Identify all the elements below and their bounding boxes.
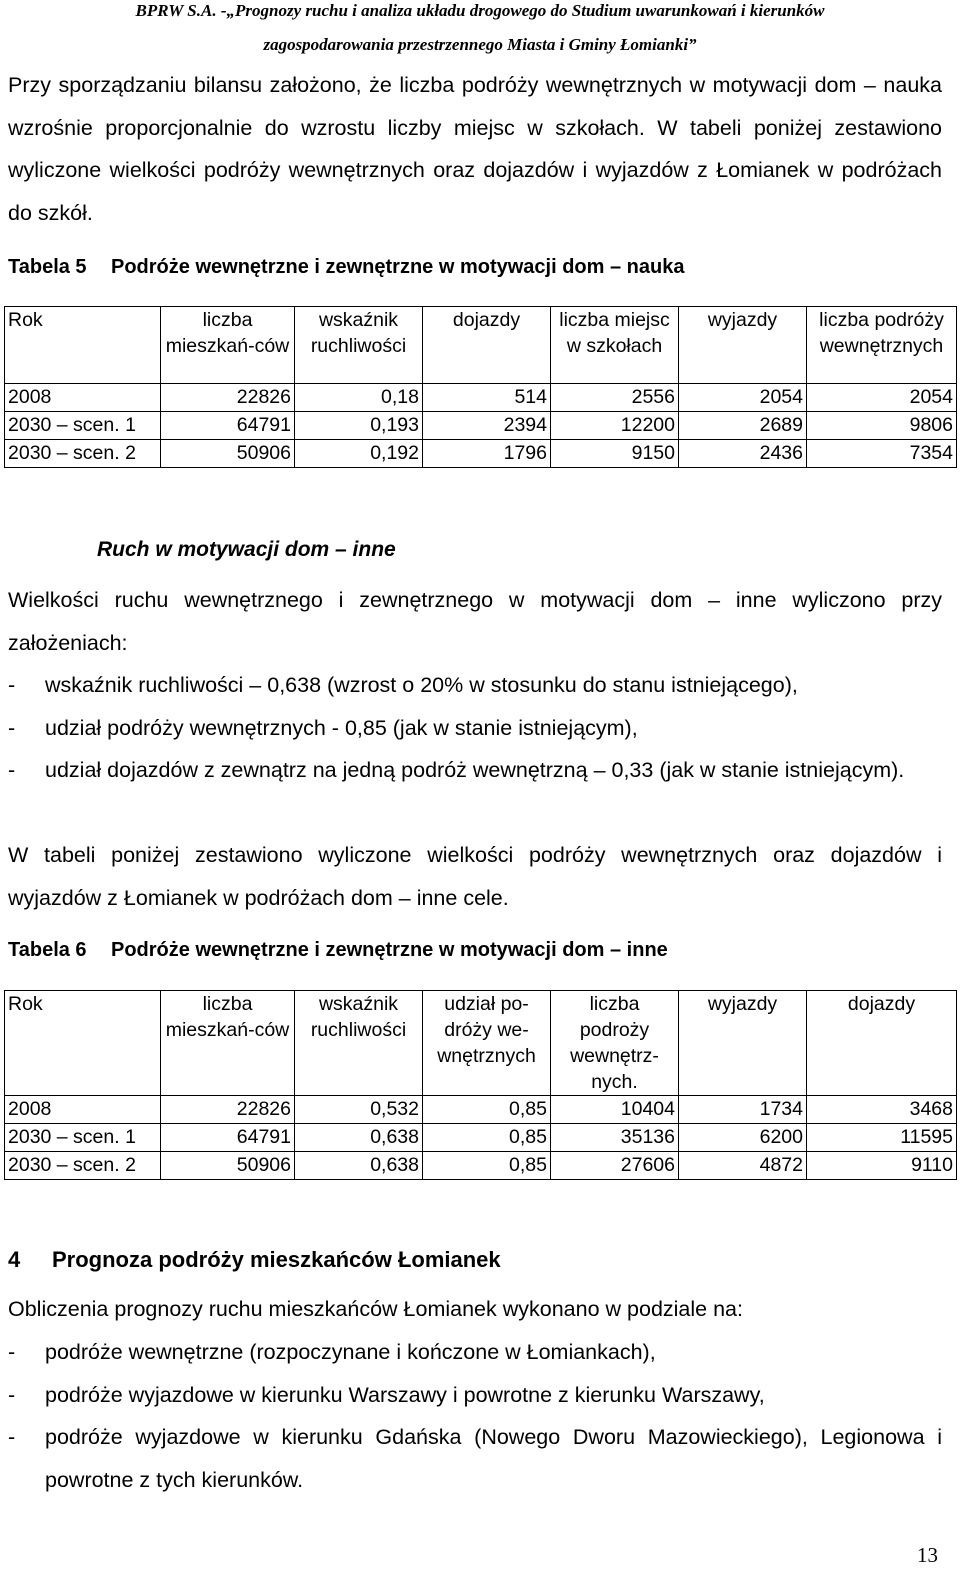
table-cell: 7354 (807, 440, 957, 468)
list-item-text: podróże wyjazdowe w kierunku Gdańska (Nowego Dworu Mazowieckiego), Legionowa i powrotne z tych kierunków. (45, 1425, 942, 1492)
list-item-text: udział podróży wewnętrznych - 0,85 (jak w stanie istniejącym), (45, 715, 638, 740)
table-cell: 0,192 (295, 440, 423, 468)
col-header: liczba podróży wewnętrznych (807, 307, 957, 384)
table-cell: 0,85 (423, 1096, 551, 1124)
table-cell: 22826 (161, 1096, 295, 1124)
list-item-text: podróże wyjazdowe w kierunku Warszawy i powrotne z kierunku Warszawy, (45, 1382, 765, 1407)
table6-caption (8, 938, 668, 962)
table-row (5, 412, 957, 440)
table-cell: 50906 (161, 440, 295, 468)
table-header-row (5, 991, 957, 1096)
section-heading: Ruch w motywacji dom – inne (97, 538, 396, 561)
table-cell: 2008 (5, 1096, 161, 1124)
table5-caption (8, 255, 684, 279)
table-header-row (5, 307, 957, 384)
table-cell: 0,193 (295, 412, 423, 440)
col-header: liczba mieszkań-ców (161, 307, 295, 384)
table-row (5, 1152, 957, 1180)
table-cell: 2030 – scen. 2 (5, 440, 161, 468)
col-header: liczba podroży wewnętrz-nych. (551, 991, 679, 1096)
chapter-paragraph: Obliczenia prognozy ruchu mieszkańców Łomianek wykonano w podziale na: (8, 1297, 743, 1321)
list-item: - podróże wyjazdowe w kierunku Warszawy i powrotne z kierunku Warszawy, (8, 1382, 765, 1407)
table-cell: 2030 – scen. 2 (5, 1152, 161, 1180)
table-row (5, 384, 957, 412)
table-cell: 2689 (679, 412, 807, 440)
col-header: dojazdy (807, 991, 957, 1096)
table-cell: 11595 (807, 1124, 957, 1152)
table-cell: 2054 (679, 384, 807, 412)
table-cell: 2030 – scen. 1 (5, 412, 161, 440)
table-cell: 9806 (807, 412, 957, 440)
table5 (4, 306, 957, 468)
table5-label: Tabela 5 (8, 256, 87, 278)
chapter-title: Prognoza podróży mieszkańców Łomianek (52, 1247, 501, 1272)
table-cell: 0,85 (423, 1152, 551, 1180)
table6-title: Podróże wewnętrzne i zewnętrzne w motywacji dom – inne (111, 939, 668, 961)
col-header: dojazdy (423, 307, 551, 384)
table6 (4, 990, 957, 1180)
table-row (5, 1124, 957, 1152)
table-cell: 0,85 (423, 1124, 551, 1152)
col-header: liczba miejsc w szkołach (551, 307, 679, 384)
table6-label: Tabela 6 (8, 939, 87, 961)
table5-title: Podróże wewnętrzne i zewnętrzne w motywacji dom – nauka (111, 256, 685, 278)
table-cell: 27606 (551, 1152, 679, 1180)
list-item: - udział dojazdów z zewnątrz na jedną podróż wewnętrzną – 0,33 (jak w stanie istniejącym). (8, 758, 905, 782)
list-item-text: podróże wewnętrzne (rozpoczynane i kończone w Łomiankach), (45, 1340, 656, 1364)
col-header: Rok (5, 991, 161, 1096)
table-row (5, 440, 957, 468)
table-cell: 6200 (679, 1124, 807, 1152)
table-cell: 0,638 (295, 1124, 423, 1152)
table-cell: 9150 (551, 440, 679, 468)
table-cell: 50906 (161, 1152, 295, 1180)
col-header: wskaźnik ruchliwości (295, 991, 423, 1096)
table-cell: 2394 (423, 412, 551, 440)
col-header: Rok (5, 307, 161, 384)
table-cell: 12200 (551, 412, 679, 440)
table-cell: 22826 (161, 384, 295, 412)
list-item-text: wskaźnik ruchliwości – 0,638 (wzrost o 20% w stosunku do stanu istniejącego), (45, 673, 798, 697)
table-cell: 64791 (161, 412, 295, 440)
list-item: - podróże wyjazdowe w kierunku Gdańska (Nowego Dworu Mazowieckiego), Legionowa i powrotne z tych kierunków. (8, 1425, 942, 1492)
table-cell: 1734 (679, 1096, 807, 1124)
assumptions-list (8, 664, 942, 792)
forecast-list (8, 1331, 942, 1501)
chapter-number: 4 (8, 1247, 21, 1272)
header-line-2: zagospodarowania przestrzennego Miasta i Gminy Łomianki” (263, 35, 697, 54)
intro-paragraph: Przy sporządzaniu bilansu założono, że liczba podróży wewnętrznych w motywacji dom – nauka wzrośnie proporcjonalnie do wzrostu liczby miejsc w szkołach. W tabeli poniżej zestawiono wyliczone wielkości podróży wewnętrznych oraz dojazdów i wyjazdów z Łomianek w podróżach do szkół. (8, 73, 942, 225)
table-cell: 1796 (423, 440, 551, 468)
col-header: wyjazdy (679, 307, 807, 384)
table-row (5, 1096, 957, 1124)
table-cell: 64791 (161, 1124, 295, 1152)
table-cell: 9110 (807, 1152, 957, 1180)
table-cell: 2008 (5, 384, 161, 412)
list-item: - udział podróży wewnętrznych - 0,85 (jak w stanie istniejącym), (8, 715, 638, 740)
table-cell: 10404 (551, 1096, 679, 1124)
col-header: udział po-dróży we-wnętrznych (423, 991, 551, 1096)
table-cell: 2436 (679, 440, 807, 468)
list-item: - podróże wewnętrzne (rozpoczynane i kończone w Łomiankach), (8, 1340, 656, 1364)
header-line-1: BPRW S.A. -„Prognozy ruchu i analiza układu drogowego do Studium uwarunkowań i kierunków (135, 1, 825, 20)
table-cell: 514 (423, 384, 551, 412)
table-cell: 2054 (807, 384, 957, 412)
table-cell: 0,638 (295, 1152, 423, 1180)
section-after-paragraph: W tabeli poniżej zestawiono wyliczone wielkości podróży wewnętrznych oraz dojazdów i wyjazdów z Łomianek w podróżach dom – inne cele. (8, 843, 942, 910)
table-cell: 4872 (679, 1152, 807, 1180)
col-header: wyjazdy (679, 991, 807, 1096)
table-cell: 0,532 (295, 1096, 423, 1124)
table-cell: 35136 (551, 1124, 679, 1152)
table-cell: 0,18 (295, 384, 423, 412)
col-header: liczba mieszkań-ców (161, 991, 295, 1096)
list-item-text: udział dojazdów z zewnątrz na jedną podróż wewnętrzną – 0,33 (jak w stanie istniejącym). (45, 758, 905, 782)
table-cell: 2556 (551, 384, 679, 412)
section-paragraph: Wielkości ruchu wewnętrznego i zewnętrznego w motywacji dom – inne wyliczono przy założeniach: (8, 588, 942, 655)
table-cell: 3468 (807, 1096, 957, 1124)
table-cell: 2030 – scen. 1 (5, 1124, 161, 1152)
col-header: wskaźnik ruchliwości (295, 307, 423, 384)
chapter-heading (8, 1246, 501, 1274)
page-number: 13 (917, 1543, 938, 1567)
list-item: - wskaźnik ruchliwości – 0,638 (wzrost o 20% w stosunku do stanu istniejącego), (8, 673, 798, 697)
